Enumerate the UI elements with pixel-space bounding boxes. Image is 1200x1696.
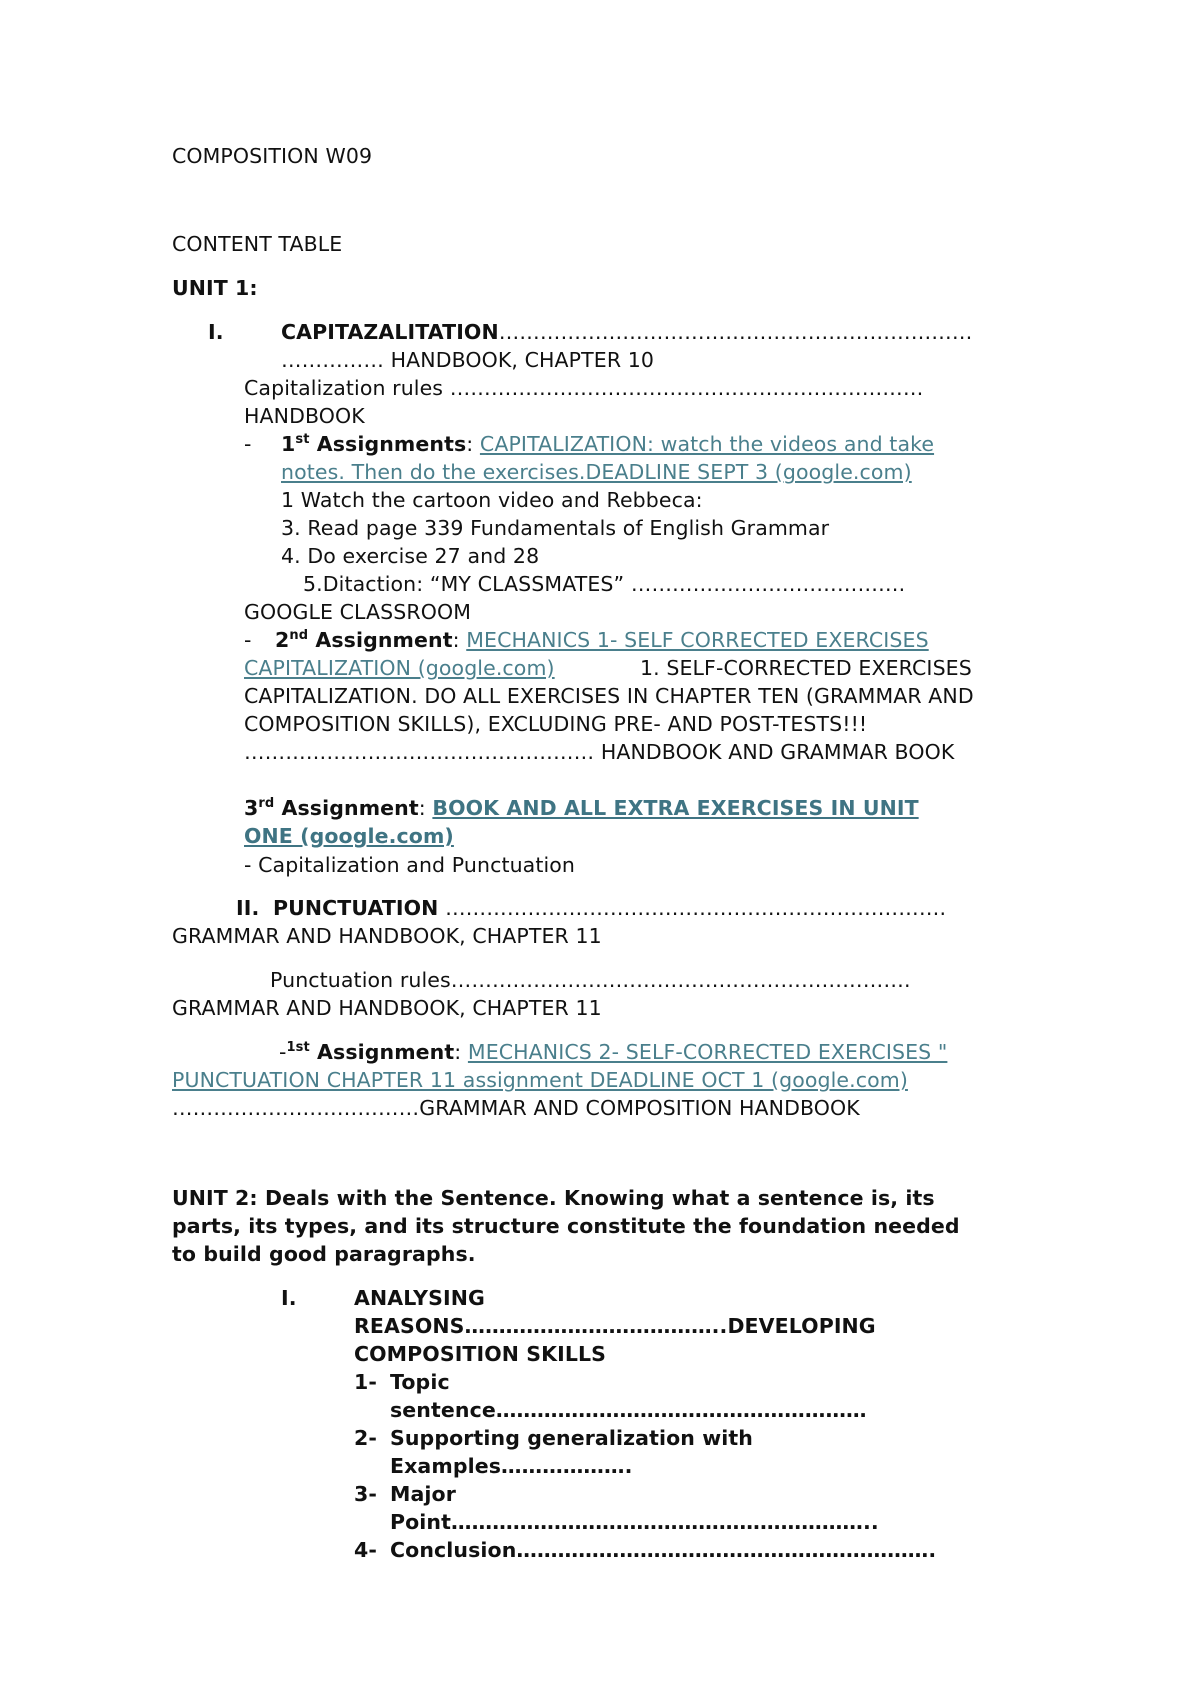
- assignment3-link-cont[interactable]: ONE (google.com): [244, 824, 454, 848]
- unit2-description-line3: to build good paragraphs.: [172, 1242, 476, 1266]
- assignment2-dots: ……………………………………………: [244, 740, 595, 764]
- assignment2-line: [275, 626, 929, 654]
- step-3: 3. Read page 339 Fundamentals of English Grammar: [281, 516, 830, 540]
- assignment1-dash: -: [244, 432, 252, 456]
- unit2-item2-line1: Supporting generalization with: [390, 1426, 753, 1450]
- assignment2-dash: -: [244, 628, 252, 652]
- capitalization-rules-ref: HANDBOOK: [244, 404, 365, 428]
- assignment2-suffix: nd: [289, 628, 309, 644]
- punct-assignment1-dash: -: [279, 1040, 287, 1064]
- unit2-section1-heading2: REASONS………………………………..DEVELOPING: [354, 1314, 876, 1338]
- assignment2-ref-line: [244, 738, 954, 766]
- assignment1-line: [281, 430, 934, 458]
- section2-leader-dots: ……………………………………………………………….: [438, 896, 947, 920]
- punct-assignment1-suffix: 1st: [286, 1040, 310, 1056]
- section1-numeral: I.: [208, 320, 224, 344]
- assignment2-link[interactable]: MECHANICS 1- SELF CORRECTED EXERCISES: [466, 628, 929, 652]
- unit2-section1-heading3: COMPOSITION SKILLS: [354, 1342, 607, 1366]
- punct-assignment1-link[interactable]: MECHANICS 2- SELF-CORRECTED EXERCISES ": [467, 1040, 948, 1064]
- assignment3-line: [244, 794, 919, 822]
- unit2-item4-line1: Conclusion…………………………………………………….: [390, 1538, 937, 1562]
- assignment1-colon: :: [466, 432, 480, 456]
- document-title: COMPOSITION W09: [172, 144, 373, 168]
- unit2-item2-number: 2-: [354, 1426, 377, 1450]
- step-1: 1 Watch the cartoon video and Rebbeca:: [281, 488, 703, 512]
- assignment2-number: 2: [275, 628, 290, 652]
- punctuation-rules-ref: GRAMMAR AND HANDBOOK, CHAPTER 11: [172, 996, 602, 1020]
- unit2-item2-line2: Examples……………….: [390, 1454, 633, 1478]
- punct-assignment1-line: [279, 1038, 947, 1066]
- assignment1-suffix: st: [295, 432, 310, 448]
- assignment1-link-line2: [281, 458, 912, 486]
- section2-heading-line: [273, 894, 946, 922]
- unit2-item4-number: 4-: [354, 1538, 377, 1562]
- capitalization-rules: Capitalization rules ……………………………………………………………: [244, 376, 924, 400]
- unit2-section1-heading1: ANALYSING: [354, 1286, 485, 1310]
- unit2-description-line2: parts, its types, and its structure constitute the foundation needed: [172, 1214, 960, 1238]
- assignment3-label: Assignment: [274, 796, 419, 820]
- unit2-item3-line2: Point……………………………………………………..: [390, 1510, 879, 1534]
- unit2-item3-line1: Major: [390, 1482, 456, 1506]
- assignment2-text2: CAPITALIZATION. DO ALL EXERCISES IN CHAPTER TEN (GRAMMAR AND: [244, 684, 974, 708]
- step-5: 5.Ditaction: “MY CLASSMATES” ………………………………….: [303, 572, 906, 596]
- unit1-heading: UNIT 1:: [172, 276, 258, 300]
- punct-assignment1-link-cont[interactable]: PUNCTUATION CHAPTER 11 assignment DEADLINE OCT 1 (google.com): [172, 1068, 908, 1092]
- assignment3-line2: [244, 822, 454, 850]
- assignment1-label: Assignments: [309, 432, 467, 456]
- content-table-heading: CONTENT TABLE: [172, 232, 343, 256]
- assignment1-link-cont[interactable]: notes. Then do the exercises.DEADLINE SEPT 3 (google.com): [281, 460, 912, 484]
- unit2-item3-number: 3-: [354, 1482, 377, 1506]
- section2-ref: GRAMMAR AND HANDBOOK, CHAPTER 11: [172, 924, 602, 948]
- assignment1-number: 1: [281, 432, 296, 456]
- assignment2-label: Assignment: [308, 628, 453, 652]
- google-classroom-ref: GOOGLE CLASSROOM: [244, 600, 471, 624]
- section1-leader-dots-2: ……………: [281, 348, 384, 372]
- punct-assignment1-line2: [172, 1066, 908, 1094]
- assignment3-link[interactable]: BOOK AND ALL EXTRA EXERCISES IN UNIT: [432, 796, 919, 820]
- assignment3-number: 3: [244, 796, 259, 820]
- assignment2-text3: COMPOSITION SKILLS), EXCLUDING PRE- AND POST-TESTS!!!: [244, 712, 868, 736]
- section1-ref: HANDBOOK, CHAPTER 10: [384, 348, 655, 372]
- punct-assignment1-ref: GRAMMAR AND COMPOSITION HANDBOOK: [419, 1096, 860, 1120]
- unit2-item1-number: 1-: [354, 1370, 377, 1394]
- unit2-description-line1: UNIT 2: Deals with the Sentence. Knowing what a sentence is, its: [172, 1186, 935, 1210]
- section2-heading: PUNCTUATION: [273, 896, 439, 920]
- punct-assignment1-label: Assignment: [309, 1040, 455, 1064]
- assignment2-colon: :: [452, 628, 467, 652]
- unit2-item1-line1: Topic: [390, 1370, 450, 1394]
- section2-numeral: II.: [236, 896, 260, 920]
- assignment2-text1: 1. SELF-CORRECTED EXERCISES: [640, 656, 972, 680]
- assignment2-ref: HANDBOOK AND GRAMMAR BOOK: [594, 740, 955, 764]
- punctuation-rules: Punctuation rules………………………………………………………….: [270, 968, 911, 992]
- section1-ref-line: [281, 346, 654, 374]
- unit2-item1-line2: sentence………………………………………………: [390, 1398, 867, 1422]
- assignment3-suffix: rd: [258, 796, 275, 812]
- punct-assignment1-colon: :: [454, 1040, 468, 1064]
- punct-assignment1-ref-line: [172, 1094, 860, 1122]
- section1-leader-dots: ……………………………………………………………: [498, 320, 973, 344]
- assignment2-line2: [244, 654, 555, 682]
- assignment2-link-cont[interactable]: CAPITALIZATION (google.com): [244, 656, 555, 680]
- punct-assignment1-dots: ………………………………: [172, 1096, 420, 1120]
- assignment3-colon: :: [418, 796, 433, 820]
- step-4: 4. Do exercise 27 and 28: [281, 544, 540, 568]
- section1-heading: CAPITAZALITATION: [281, 320, 499, 344]
- unit2-section1-numeral: I.: [281, 1286, 297, 1310]
- assignment1-link[interactable]: CAPITALIZATION: watch the videos and take: [479, 432, 935, 456]
- assignment3-note: - Capitalization and Punctuation: [244, 853, 575, 877]
- section1-heading-line: [281, 318, 973, 346]
